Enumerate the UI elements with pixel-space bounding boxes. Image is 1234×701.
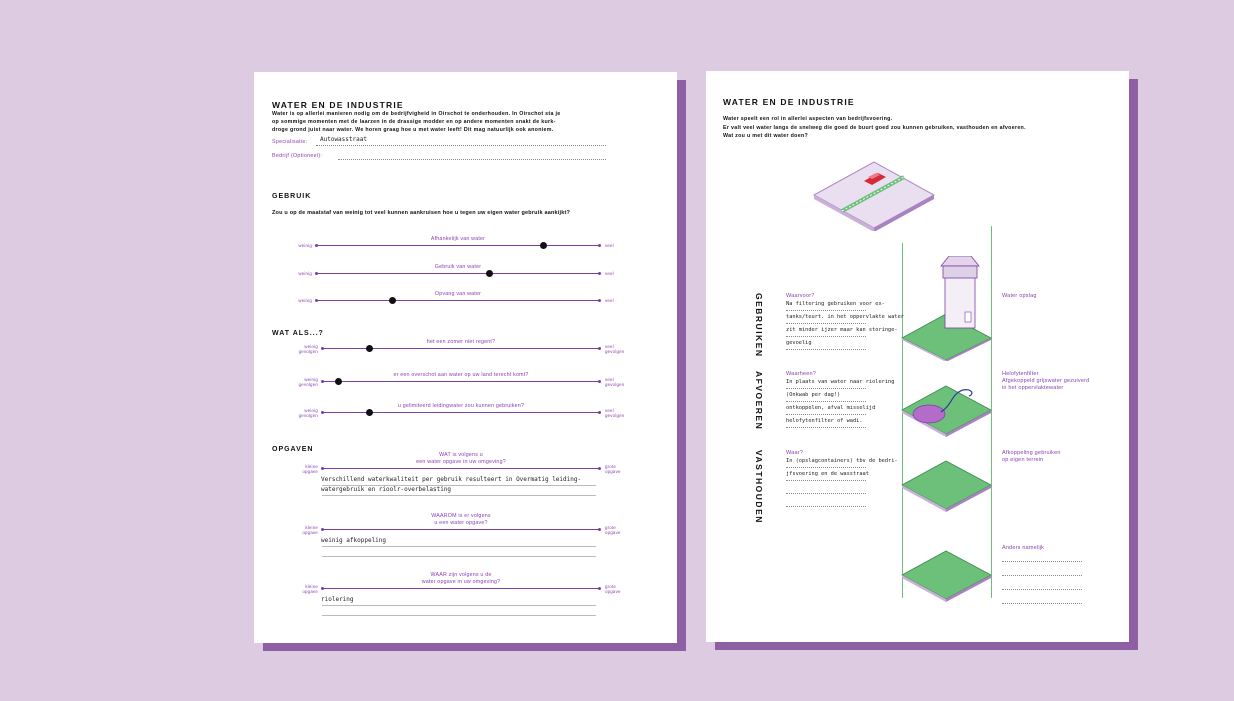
slider-track[interactable] — [316, 245, 600, 246]
page-title: WATER EN DE INDUSTRIE — [272, 100, 404, 110]
slider-end-cap — [598, 347, 601, 350]
slider-knob[interactable] — [366, 409, 373, 416]
anders-line[interactable] — [1002, 589, 1082, 590]
vasthouden-illustration — [901, 459, 993, 515]
slider-left-label: weinig — [298, 271, 312, 276]
opgave-left-label: kleine opgave — [302, 525, 318, 535]
slider-right-label: veel gevolgen — [605, 377, 625, 387]
slider-knob[interactable] — [389, 297, 396, 304]
road-illustration — [812, 159, 936, 231]
slider-start-cap — [321, 411, 324, 414]
slider-track[interactable] — [322, 348, 600, 349]
section-question: Waarvoor? — [786, 293, 815, 299]
opgave-answer-line — [322, 546, 596, 547]
slider-right-label: veel — [605, 243, 614, 248]
section-answer-line — [786, 480, 866, 481]
section-vertical-label: GEBRUIKEN — [754, 293, 764, 358]
slider-end-cap — [598, 411, 601, 414]
opgave-answer-line — [322, 615, 596, 616]
opgave-scale[interactable] — [322, 588, 600, 589]
slider-title: er een overschot aan water op uw land terecht komt? — [393, 372, 529, 378]
gebruik-question: Zou u op de maatstaf van weinig tot veel kunnen aankruisen hoe u tegen uw eigen water gebruik aankijkt? — [272, 210, 571, 216]
section-answer[interactable]: ontkoppelen, afval misselijd — [786, 405, 876, 411]
opgave-start-cap — [321, 528, 324, 531]
slider-end-cap — [598, 380, 601, 383]
page-title-right: WATER EN DE INDUSTRIE — [723, 97, 855, 107]
slider-left-label: weinig gevolgen — [298, 344, 318, 354]
slider-title: Afhankelijk van water — [430, 236, 486, 242]
slider-left-label: weinig — [298, 298, 312, 303]
section-answer-line — [786, 493, 866, 494]
slider-title: het een zomer niet regent? — [426, 339, 496, 345]
opgave-end-cap — [598, 467, 601, 470]
slider-right-label: veel — [605, 298, 614, 303]
slider-right-label: veel gevolgen — [605, 408, 625, 418]
section-answer-line — [786, 336, 866, 337]
slider-knob[interactable] — [366, 345, 373, 352]
slider-start-cap — [315, 244, 318, 247]
slider-end-cap — [598, 299, 601, 302]
slider-title: Opvang van water — [434, 291, 482, 297]
opgave-title-2: water opgave in uw omgeving? — [421, 579, 501, 585]
section-right-label: Helofytenfilter Afgekoppeld grijswater gezuiverd in het oppervlaktewater — [1002, 371, 1090, 391]
opgave-title-1: WAAR zijn volgens u de — [430, 572, 492, 578]
section-answer[interactable]: jfsvoering en de wasstraat — [786, 471, 869, 477]
opgave-scale[interactable] — [322, 529, 600, 530]
opgave-title-1: WAT is volgens u — [439, 452, 483, 458]
left-page — [254, 72, 677, 643]
section-answer[interactable]: helofytenfilter of wadi. — [786, 418, 863, 424]
opgave-answer[interactable]: watergebruik en rioolr-overbelasting — [321, 486, 452, 493]
opgave-right-label: grote opgave — [605, 584, 621, 594]
opgave-left-label: kleine opgave — [302, 584, 318, 594]
specialisatie-line — [316, 145, 606, 146]
section-answer-line — [786, 427, 866, 428]
section-answer-line — [786, 506, 866, 507]
bedrijf-label: Bedrijf (Optioneel): — [272, 153, 323, 159]
section-answer[interactable]: In plaats van water naar riolering — [786, 379, 895, 385]
section-answer[interactable]: In (opslagcontainers) tbv de bedri- — [786, 458, 898, 464]
opgave-title-2: u een water opgave? — [434, 520, 488, 526]
slider-left-label: weinig gevolgen — [298, 408, 318, 418]
section-answer[interactable]: Na filtering gebruiken voor ex- — [786, 301, 885, 307]
section-vertical-label: VASTHOUDEN — [754, 450, 764, 524]
opgave-end-cap — [598, 587, 601, 590]
bedrijf-field[interactable] — [338, 159, 606, 160]
slider-track[interactable] — [322, 381, 600, 382]
opgave-right-label: grote opgave — [605, 464, 621, 474]
slider-track[interactable] — [316, 273, 600, 274]
anders-line[interactable] — [1002, 575, 1082, 576]
water-tower-illustration — [901, 256, 993, 361]
wat-als-heading: WAT ALS...? — [272, 330, 324, 337]
slider-title: u gelimiteerd leidingwater zou kunnen gebruiken? — [397, 403, 525, 409]
section-answer-line — [786, 401, 866, 402]
specialisatie-value[interactable]: Autowasstraat — [320, 136, 367, 143]
slider-knob[interactable] — [335, 378, 342, 385]
opgaven-heading: OPGAVEN — [272, 446, 314, 453]
slider-start-cap — [321, 380, 324, 383]
intro-text: Water is op allerlei manieren nodig om de bedrijfvigheid in Oirschot te onderhouden. In Oirschot sta je op sommige momenten met de laarzen in de drassige modder en op andere momenten snakt de kurk- droge grond juist naar water. We horen graag hoe u met water leeft! Dit mag natuurlijk ook anoniem. — [272, 111, 561, 133]
right-page — [706, 71, 1129, 642]
opgave-answer[interactable]: Verschillend waterkwaliteit per gebruik resulteert in Overmatig leiding- — [321, 476, 582, 483]
slider-right-label: veel gevolgen — [605, 344, 625, 354]
section-question: Waarheen? — [786, 371, 817, 377]
opgave-answer[interactable]: weinig afkoppeling — [321, 537, 387, 544]
anders-line[interactable] — [1002, 561, 1082, 562]
slider-left-label: weinig — [298, 243, 312, 248]
section-vertical-label: AFVOEREN — [754, 371, 764, 431]
section-answer[interactable]: (Onkwab per dag!) — [786, 392, 841, 398]
opgave-answer-line — [322, 605, 596, 606]
gebruik-heading: GEBRUIK — [272, 193, 312, 200]
section-answer-line — [786, 310, 866, 311]
section-right-label: Afkoppeling gebruiken op eigen terrein — [1002, 450, 1061, 463]
slider-start-cap — [315, 299, 318, 302]
opgave-start-cap — [321, 467, 324, 470]
section-question: Waar? — [786, 450, 803, 456]
section-answer-line — [786, 414, 866, 415]
opgave-title-1: WAAROM is er volgens — [431, 513, 491, 519]
section-answer-line — [786, 349, 866, 350]
specialisatie-label: Specialisatie: — [272, 139, 308, 145]
opgave-right-label: grote opgave — [605, 525, 621, 535]
section-answer-line — [786, 467, 866, 468]
opgave-answer[interactable]: riolering — [321, 596, 354, 603]
opgave-title-2: een water opgave in uw omgeving? — [416, 459, 506, 465]
opgave-start-cap — [321, 587, 324, 590]
slider-start-cap — [315, 272, 318, 275]
section-answer[interactable]: zit minder ijzer maar kan storinge- — [786, 327, 898, 333]
slider-knob[interactable] — [486, 270, 493, 277]
slider-end-cap — [598, 244, 601, 247]
section-answer-line — [786, 388, 866, 389]
section-answer[interactable]: tanks/teurt. in het oppervlakte water — [786, 314, 904, 320]
opgave-answer-line — [322, 556, 596, 557]
slider-track[interactable] — [322, 412, 600, 413]
slider-title: Gebruik van water — [434, 264, 482, 270]
opgave-left-label: kleine opgave — [302, 464, 318, 474]
anders-illustration — [901, 549, 993, 605]
section-answer[interactable]: gevoelig — [786, 340, 812, 346]
helofyten-illustration — [901, 384, 993, 440]
opgave-scale[interactable] — [322, 468, 600, 469]
section-answer-line — [786, 323, 866, 324]
slider-start-cap — [321, 347, 324, 350]
slider-knob[interactable] — [540, 242, 547, 249]
intro-text-right: Water speelt een rol in allerlei aspecten van bedrijfsvoering. Er valt veel water langs de snelweg die goed de buurt goed zou kunnen gebruiken, vasthouden en afvoeren. Wat zou u met dit water doen? — [723, 116, 1026, 139]
opgave-end-cap — [598, 528, 601, 531]
slider-end-cap — [598, 272, 601, 275]
opgave-answer-line — [322, 495, 596, 496]
anders-line[interactable] — [1002, 603, 1082, 604]
section-right-label: Water opslag — [1002, 293, 1037, 299]
section-right-label: Anders namelijk — [1002, 545, 1045, 551]
slider-left-label: weinig gevolgen — [298, 377, 318, 387]
slider-right-label: veel — [605, 271, 614, 276]
slider-track[interactable] — [316, 300, 600, 301]
